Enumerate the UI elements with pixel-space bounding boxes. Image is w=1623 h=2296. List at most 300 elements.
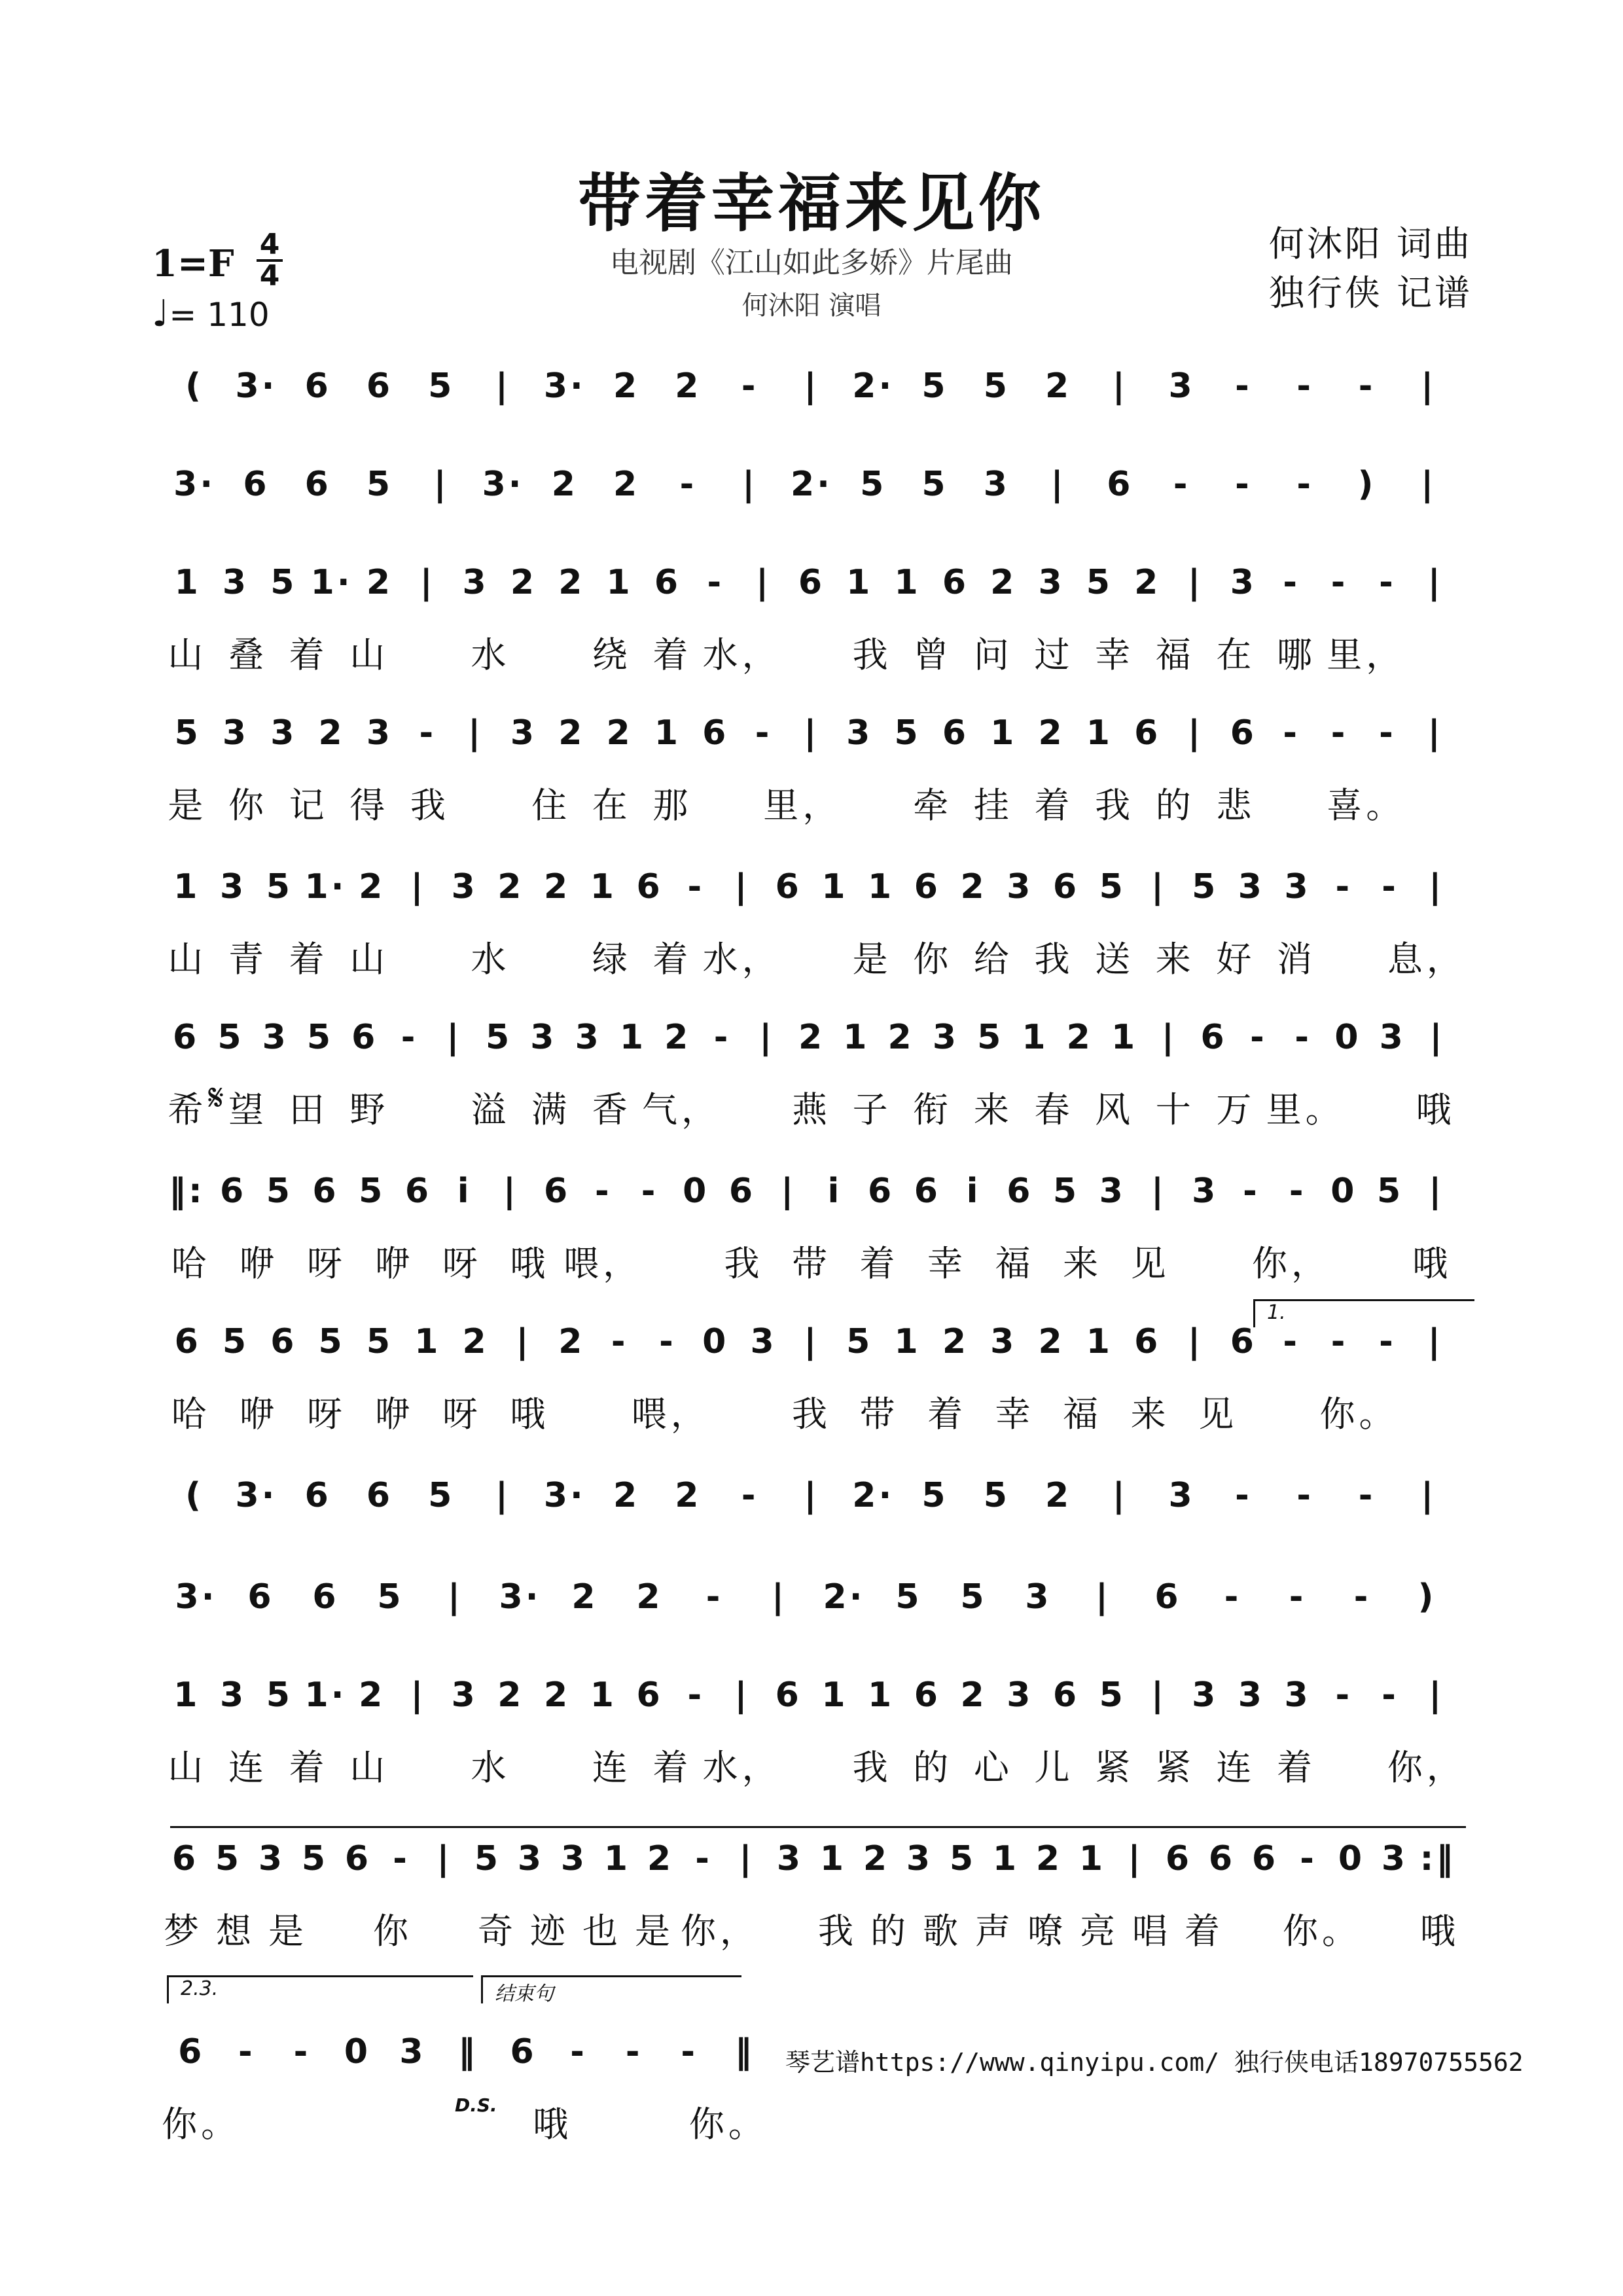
lyric-line xyxy=(157,1386,1466,1435)
note: 5 xyxy=(366,1322,393,1361)
note: 3 xyxy=(219,867,247,906)
note: ‖: xyxy=(168,1172,205,1211)
note: 5 xyxy=(846,1322,873,1361)
note: 0 xyxy=(683,1172,709,1211)
note: 1 xyxy=(894,563,921,602)
lyric-syllable: 里， xyxy=(763,785,842,826)
note: 1 xyxy=(1111,1018,1138,1057)
note: 6 xyxy=(219,1172,247,1211)
lyric-syllable xyxy=(245,2096,332,2142)
lyric-syllable xyxy=(703,778,764,823)
lyric-syllable: 我 xyxy=(852,634,892,675)
lyric-syllable: 咿 xyxy=(239,1243,279,1284)
lyric-syllable: 的 xyxy=(870,1910,910,1952)
barline: | xyxy=(1188,563,1204,602)
note: - xyxy=(707,563,724,602)
note: 6 xyxy=(636,867,663,906)
note: 1· xyxy=(304,867,347,906)
note: - xyxy=(1330,1322,1348,1361)
barline: | xyxy=(1421,367,1436,406)
lyric-syllable: 春 xyxy=(1034,1089,1074,1130)
lyric-syllable xyxy=(721,1082,781,1128)
lyric-syllable: 在 xyxy=(592,785,632,826)
note: 3 xyxy=(1238,1676,1264,1715)
note: - xyxy=(1283,713,1300,753)
note: 3 xyxy=(222,563,249,602)
lyric-syllable: 山 xyxy=(168,939,207,980)
notation-line xyxy=(164,1672,1459,1718)
note: 3 xyxy=(222,713,249,753)
note: 2 xyxy=(990,563,1017,602)
note: 6 xyxy=(544,1172,571,1211)
lyric-syllable: 那 xyxy=(652,785,692,826)
lyric-syllable: 满 xyxy=(531,1089,571,1130)
note: 6 xyxy=(1230,1322,1257,1361)
note: 1 xyxy=(868,1676,895,1715)
note: 0 xyxy=(1334,1018,1361,1057)
note: - xyxy=(1382,1676,1399,1715)
barline: | xyxy=(516,1322,531,1361)
note: 2 xyxy=(606,713,633,753)
lyric-syllable: 我 xyxy=(852,1747,892,1788)
note: 1· xyxy=(310,563,353,602)
note: 3 xyxy=(1099,1172,1126,1211)
time-signature xyxy=(257,230,283,291)
note: 3 xyxy=(932,1018,959,1057)
lyric-syllable: 着 xyxy=(1185,1910,1224,1952)
lyric-syllable: 山 xyxy=(168,634,207,675)
lyric-syllable: 万 xyxy=(1216,1089,1256,1130)
singer-credit: 何沐阳 演唱 xyxy=(741,291,882,321)
lyric-syllable: 呀 xyxy=(442,1243,482,1284)
lyric-syllable: 送 xyxy=(1095,939,1135,980)
lyric-syllable: 哈 xyxy=(171,1243,211,1284)
note: 3 xyxy=(1192,1676,1219,1715)
lyric-syllable: 燕 xyxy=(791,1089,831,1130)
note: 6 xyxy=(1134,713,1161,753)
score-system xyxy=(0,2013,1623,2183)
note: 1 xyxy=(992,1839,1020,1878)
lyricist-composer: 何沐阳 词曲 xyxy=(1268,223,1472,264)
barline: | xyxy=(804,1322,819,1361)
note: 2 xyxy=(558,713,585,753)
note: 6 xyxy=(1107,465,1133,504)
note: 3 xyxy=(1192,1172,1219,1211)
lyric-syllable: 着 xyxy=(652,1747,692,1788)
note: - xyxy=(741,367,758,406)
lyric-syllable: 山 xyxy=(168,1747,207,1788)
lyric-syllable: 连 xyxy=(592,1747,632,1788)
note: 3 xyxy=(451,1676,478,1715)
note: 1 xyxy=(174,563,201,602)
barline: | xyxy=(419,563,435,602)
note: 6 xyxy=(178,2032,205,2072)
note: 3· xyxy=(235,367,277,406)
lyric-syllable: 得 xyxy=(349,785,389,826)
lyric-syllable: 带 xyxy=(859,1393,899,1435)
note: 2 xyxy=(798,1018,825,1057)
note: 5 xyxy=(983,1476,1010,1515)
lyric-syllable: 是 xyxy=(852,939,892,980)
lyric-line xyxy=(157,627,1466,673)
lyric-line xyxy=(157,778,1466,826)
note: 6 xyxy=(1052,867,1080,906)
lyric-syllable xyxy=(400,1082,461,1128)
note: 5 xyxy=(266,1676,293,1715)
lyric-syllable: 梦 xyxy=(164,1910,203,1952)
note: - xyxy=(681,2032,698,2072)
lyric-syllable: 过 xyxy=(1034,634,1074,675)
note: 0 xyxy=(702,1322,729,1361)
note: 2· xyxy=(790,465,832,504)
note: 6 xyxy=(174,1322,201,1361)
note: 2 xyxy=(613,1476,640,1515)
note: 6 xyxy=(728,1172,756,1211)
lyric-syllable: 挂 xyxy=(973,785,1013,826)
note: 2 xyxy=(1035,1839,1063,1878)
note: 5 xyxy=(894,713,921,753)
lyric-syllable: 呀 xyxy=(306,1393,346,1435)
lyric-syllable: 你， xyxy=(681,1910,759,1952)
barline: | xyxy=(1427,1322,1443,1361)
note: 2 xyxy=(1044,367,1072,406)
lyric-syllable: 福 xyxy=(1155,634,1195,675)
note: ( xyxy=(185,1476,204,1515)
lyric-line xyxy=(157,931,1466,980)
lyric-syllable: 声 xyxy=(975,1910,1014,1952)
note: 5 xyxy=(921,1476,948,1515)
note: - xyxy=(238,2032,255,2072)
note: 5 xyxy=(1052,1172,1080,1211)
note: - xyxy=(1300,1839,1317,1878)
note: 3 xyxy=(1168,367,1195,406)
note: 5 xyxy=(174,713,201,753)
note: - xyxy=(1243,1172,1260,1211)
note: - xyxy=(705,1577,723,1617)
lyric-syllable: 里， xyxy=(1327,634,1406,675)
lyric-syllable xyxy=(1230,1903,1283,1949)
lyric-syllable: 着 xyxy=(652,634,692,675)
barline: | xyxy=(1429,1018,1445,1057)
note: - xyxy=(1289,1172,1306,1211)
note: 2 xyxy=(359,1676,385,1715)
score-system xyxy=(0,1152,1623,1322)
note: 2 xyxy=(1134,563,1161,602)
lyric-syllable: 着 xyxy=(927,1393,967,1435)
note: - xyxy=(1335,1676,1353,1715)
lyric-syllable: 来 xyxy=(1063,1243,1103,1284)
notation-line xyxy=(164,1014,1459,1060)
note: 0 xyxy=(1330,1172,1357,1211)
note: 3 xyxy=(575,1018,601,1057)
lyric-syllable xyxy=(400,1740,461,1785)
note: - xyxy=(1296,465,1313,504)
barline: | xyxy=(1112,367,1128,406)
lyric-syllable xyxy=(400,931,461,977)
note: 2 xyxy=(510,563,537,602)
lyric-syllable: 来 xyxy=(973,1089,1013,1130)
note: 3 xyxy=(517,1839,544,1878)
barline: | xyxy=(756,563,772,602)
lyric-syllable xyxy=(521,1740,582,1785)
lyric-syllable: 着 xyxy=(1276,1747,1316,1788)
lyric-syllable: 山 xyxy=(349,634,389,675)
note: - xyxy=(570,2032,587,2072)
note: - xyxy=(293,2032,311,2072)
note: - xyxy=(1250,1018,1267,1057)
barline: | xyxy=(804,367,819,406)
lyric-line xyxy=(157,1903,1466,1952)
note: 1 xyxy=(868,867,895,906)
barline: | xyxy=(1128,1839,1143,1878)
lyric-syllable: 里。 xyxy=(1266,1089,1345,1130)
lyric-syllable xyxy=(333,2096,421,2142)
note: 6 xyxy=(270,1322,297,1361)
score-system xyxy=(0,694,1623,864)
note: 5 xyxy=(366,465,393,504)
coda-ending-label: 结束句 xyxy=(495,1982,554,2005)
lyric-syllable: 带 xyxy=(792,1243,832,1284)
lyric-syllable: 我 xyxy=(724,1243,764,1284)
lyric-syllable: 绕 xyxy=(592,634,632,675)
note: 6 xyxy=(1208,1839,1236,1878)
repeat-section-line xyxy=(170,1826,1466,1828)
note: 1 xyxy=(1086,713,1113,753)
note: - xyxy=(695,1839,712,1878)
note: 1 xyxy=(1079,1839,1106,1878)
lyric-syllable: 连 xyxy=(228,1747,268,1788)
notation-line xyxy=(164,461,1459,507)
note: 3 xyxy=(906,1839,933,1878)
note: 5 xyxy=(1086,563,1113,602)
lyric-syllable: 十 xyxy=(1155,1089,1195,1130)
lyric-syllable: 溢 xyxy=(471,1089,510,1130)
lyric-syllable: 你， xyxy=(1387,1747,1466,1788)
lyric-syllable: 迹 xyxy=(530,1910,569,1952)
barline: | xyxy=(742,465,758,504)
note: 2 xyxy=(544,1676,571,1715)
note: 6 xyxy=(775,1676,802,1715)
lyric-syllable: 你。 xyxy=(688,2104,768,2145)
barline: | xyxy=(468,713,484,753)
note: 5 xyxy=(270,563,297,602)
notation-line xyxy=(164,1574,1459,1620)
note: 1 xyxy=(990,713,1017,753)
note: ‖ xyxy=(458,2032,478,2072)
lyric-syllable: 悲 xyxy=(1216,785,1256,826)
note: 6 xyxy=(351,1018,378,1057)
barline: | xyxy=(1429,867,1444,906)
lyric-syllable xyxy=(563,1386,632,1432)
note: - xyxy=(687,867,705,906)
lyric-syllable: 唱 xyxy=(1132,1910,1171,1952)
lyric-syllable: 我 xyxy=(818,1910,857,1952)
lyric-syllable: 田 xyxy=(289,1089,329,1130)
barline: | xyxy=(772,1577,787,1617)
lyric-syllable: 咿 xyxy=(374,1243,414,1284)
lyric-syllable: 衔 xyxy=(913,1089,953,1130)
note: 1 xyxy=(619,1018,647,1057)
lyric-syllable: 哈 xyxy=(171,1393,211,1435)
note: 6 xyxy=(1165,1839,1192,1878)
lyric-syllable: 气， xyxy=(642,1089,721,1130)
tempo-marking xyxy=(152,293,270,335)
lyric-syllable xyxy=(1405,627,1466,673)
lyric-syllable: 哦 xyxy=(533,2104,573,2145)
note: 5 xyxy=(921,465,948,504)
lyric-syllable: 香 xyxy=(592,1089,632,1130)
quarter-note-icon: ♩ xyxy=(152,293,169,335)
score-system xyxy=(0,543,1623,713)
note: 3 xyxy=(750,1322,777,1361)
transcriber: 独行侠 记谱 xyxy=(1268,272,1472,314)
note: 3 xyxy=(262,1018,289,1057)
note: 3 xyxy=(1238,867,1264,906)
lyric-syllable: 呀 xyxy=(306,1243,346,1284)
note: 3 xyxy=(1284,867,1311,906)
barline: | xyxy=(410,867,426,906)
lyric-syllable: 的 xyxy=(1155,785,1195,826)
lyric-syllable xyxy=(842,778,902,823)
lyric-syllable: 着 xyxy=(859,1243,899,1284)
note: 6 xyxy=(942,563,969,602)
lyric-syllable: 在 xyxy=(1216,634,1256,675)
barline: | xyxy=(759,1018,775,1057)
barline: | xyxy=(1427,713,1443,753)
note: 6 xyxy=(636,1676,663,1715)
notation-line xyxy=(164,1473,1459,1518)
note: 5 xyxy=(474,1839,501,1878)
lyric-syllable: 哦 xyxy=(1412,1243,1452,1284)
lyric-syllable: 福 xyxy=(995,1243,1035,1284)
note: 6 xyxy=(171,1839,199,1878)
note: 6 xyxy=(510,2032,537,2072)
lyric-syllable: 山 xyxy=(349,939,389,980)
lyric-syllable: 是 xyxy=(168,785,207,826)
note: 6 xyxy=(173,1018,200,1057)
note: 5 xyxy=(215,1839,242,1878)
dal-segno-mark: D.S. xyxy=(455,2094,497,2116)
note: 5 xyxy=(428,1476,455,1515)
note: 6 xyxy=(942,713,969,753)
note: - xyxy=(1296,367,1313,406)
notation-line xyxy=(164,1168,1459,1214)
note: 3 xyxy=(990,1322,1017,1361)
note: 2 xyxy=(366,563,393,602)
note: 2 xyxy=(359,867,385,906)
note: 2 xyxy=(664,1018,691,1057)
note: - xyxy=(1330,713,1348,753)
note: 2· xyxy=(823,1577,865,1617)
lyric-syllable: 紧 xyxy=(1095,1747,1135,1788)
note: ‖ xyxy=(734,2032,755,2072)
lyric-syllable: 水， xyxy=(702,939,781,980)
note: 1 xyxy=(843,1018,870,1057)
note: 1 xyxy=(603,1839,631,1878)
barline: | xyxy=(1421,465,1436,504)
lyric-syllable: 是 xyxy=(268,1910,308,1952)
note: 2· xyxy=(852,1476,895,1515)
note: 3 xyxy=(1230,563,1257,602)
note: 1 xyxy=(819,1839,847,1878)
note: 3 xyxy=(270,713,297,753)
notation-line xyxy=(164,363,1459,409)
lyric-syllable: 你 xyxy=(228,785,268,826)
note: 3 xyxy=(983,465,1010,504)
note: 3 xyxy=(776,1839,804,1878)
lyric-syllable: 望 xyxy=(228,1089,268,1130)
note: - xyxy=(641,1172,658,1211)
note: - xyxy=(1335,867,1353,906)
note: 1 xyxy=(606,563,633,602)
note: - xyxy=(1235,1476,1252,1515)
barline: | xyxy=(1050,465,1066,504)
note: 1 xyxy=(173,867,200,906)
score-system xyxy=(0,1656,1623,1826)
note: 3 xyxy=(846,713,873,753)
lyric-syllable: 哪 xyxy=(1276,634,1316,675)
barline: | xyxy=(734,1676,750,1715)
note: 3 xyxy=(1007,1676,1033,1715)
barline: | xyxy=(448,1577,463,1617)
note: 2 xyxy=(636,1577,663,1617)
note: 6 xyxy=(312,1172,339,1211)
barline: | xyxy=(410,1676,426,1715)
note: i xyxy=(966,1172,981,1211)
note: 5 xyxy=(949,1839,976,1878)
meter-top: 4 xyxy=(259,228,280,261)
lyric-syllable: 问 xyxy=(973,634,1013,675)
barline: | xyxy=(1427,563,1443,602)
lyric-syllable: 山 xyxy=(349,1747,389,1788)
note: 2 xyxy=(863,1839,890,1878)
note: 6 xyxy=(1251,1839,1279,1878)
note: 5 xyxy=(1099,1676,1126,1715)
note: - xyxy=(393,1839,410,1878)
note: 2· xyxy=(852,367,895,406)
lyric-syllable: 你， xyxy=(1251,1243,1330,1284)
lyric-syllable: 也 xyxy=(582,1910,622,1952)
lyric-syllable: 哦 xyxy=(510,1243,550,1284)
note: - xyxy=(1358,1476,1376,1515)
lyric-syllable: 幸 xyxy=(927,1243,967,1284)
note: 6 xyxy=(914,1172,940,1211)
note: 5 xyxy=(266,1172,293,1211)
lyric-syllable: 紧 xyxy=(1155,1747,1195,1788)
note: 2 xyxy=(960,1676,987,1715)
barline: | xyxy=(1150,1172,1166,1211)
note: - xyxy=(1379,713,1396,753)
barline: | xyxy=(1429,1676,1444,1715)
note: - xyxy=(1224,1577,1241,1617)
lyric-syllable xyxy=(1252,1386,1320,1432)
lyric-syllable: 奇 xyxy=(478,1910,517,1952)
barline: | xyxy=(1096,1577,1111,1617)
lyric-syllable: 牵 xyxy=(913,785,953,826)
note: - xyxy=(1235,465,1252,504)
notation-line xyxy=(164,1836,1459,1882)
barline: | xyxy=(804,1476,819,1515)
lyric-syllable: 你。 xyxy=(1319,1393,1399,1435)
lyric-syllable: 喂， xyxy=(631,1393,710,1435)
barline: | xyxy=(433,465,449,504)
note: 1 xyxy=(1022,1018,1048,1057)
note: 6 xyxy=(702,713,729,753)
note: - xyxy=(1173,465,1190,504)
barline: | xyxy=(1112,1476,1128,1515)
note: 3 xyxy=(1025,1577,1052,1617)
note: 5 xyxy=(377,1577,404,1617)
